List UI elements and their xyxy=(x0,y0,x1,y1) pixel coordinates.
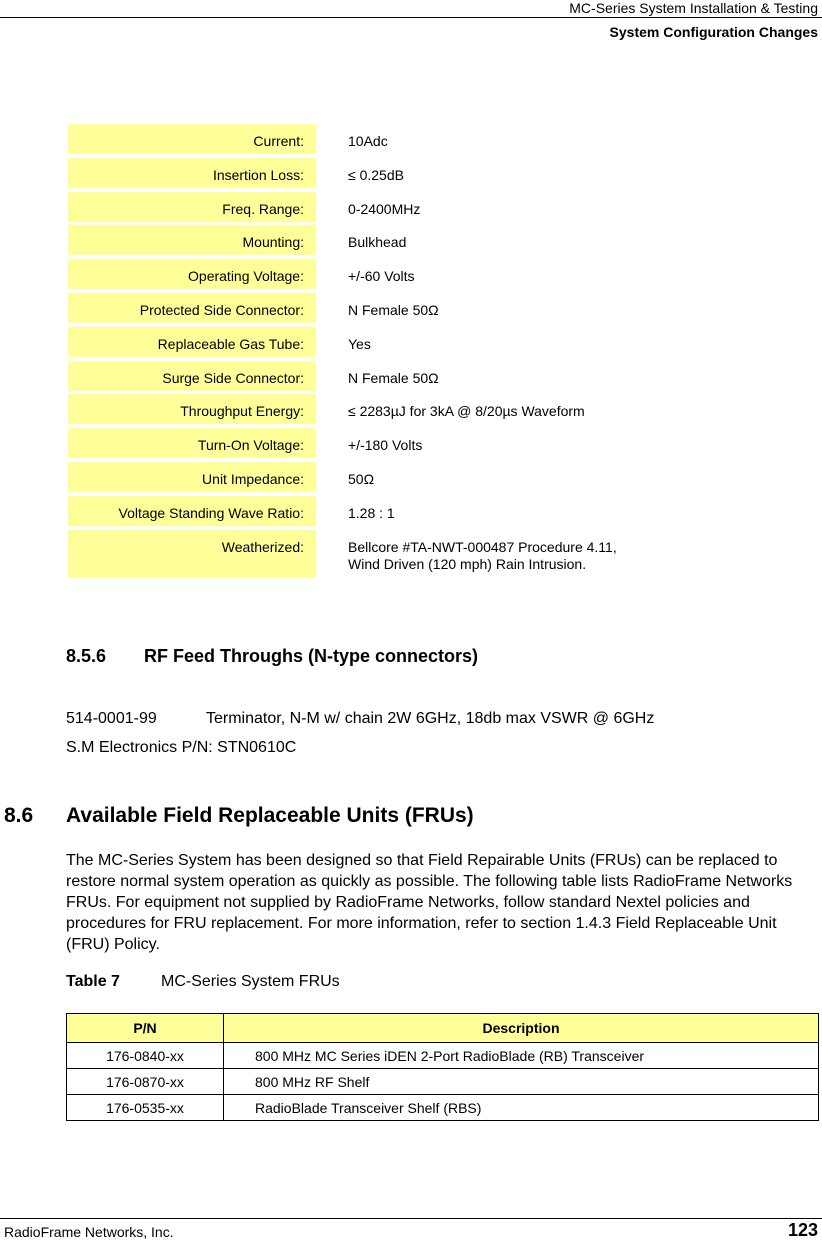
spec-label: Voltage Standing Wave Ratio: xyxy=(68,496,316,526)
fru-table xyxy=(66,1013,819,1121)
table-row xyxy=(67,1043,819,1069)
spec-value: Bellcore #TA-NWT-000487 Procedure 4.11, Wind Driven (120 mph) Rain Intrusion. xyxy=(348,538,617,572)
spec-label: Throughput Energy: xyxy=(68,394,316,424)
table-row xyxy=(67,1069,819,1095)
spec-row xyxy=(68,259,768,289)
spec-label: Surge Side Connector: xyxy=(68,361,316,391)
table-caption-text: MC-Series System FRUs xyxy=(161,973,340,990)
spec-value: 50Ω xyxy=(348,470,375,487)
spec-label: Insertion Loss: xyxy=(68,158,316,188)
spec-row xyxy=(68,192,768,222)
spec-label: Freq. Range: xyxy=(68,192,316,222)
section-title: RF Feed Throughs (N-type connectors) xyxy=(144,646,479,666)
cell-pn: 176-0870-xx xyxy=(67,1069,224,1095)
header-description: Description xyxy=(224,1014,819,1043)
spec-label: Protected Side Connector: xyxy=(68,293,316,323)
section-title: Available Field Replaceable Units (FRUs) xyxy=(66,804,474,827)
cell-description: RadioBlade Transceiver Shelf (RBS) xyxy=(224,1095,819,1121)
spec-row xyxy=(68,530,768,578)
spec-value: Yes xyxy=(348,335,371,352)
table-header-row xyxy=(67,1014,819,1043)
running-header-subtitle: System Configuration Changes xyxy=(609,24,818,40)
spec-value: 10Adc xyxy=(348,133,388,149)
spec-value: ≤ 2283µJ for 3kA @ 8/20µs Waveform xyxy=(348,403,585,420)
spec-label: Weatherized: xyxy=(68,530,316,578)
part-number: 514-0001-99 xyxy=(66,710,157,727)
table-row xyxy=(67,1095,819,1121)
spec-value: Bulkhead xyxy=(348,234,407,251)
spec-label: Current: xyxy=(68,124,316,154)
spec-row xyxy=(68,361,768,391)
table-caption xyxy=(66,973,340,991)
spec-value: 0-2400MHz xyxy=(348,200,421,217)
spec-value: ≤ 0.25dB xyxy=(348,166,404,183)
part-line xyxy=(66,710,654,728)
spec-label: Replaceable Gas Tube: xyxy=(68,327,316,357)
spec-label: Mounting: xyxy=(68,225,316,255)
spec-label: Operating Voltage: xyxy=(68,259,316,289)
cell-description: 800 MHz MC Series iDEN 2-Port RadioBlade (RB) Transceiver xyxy=(224,1043,819,1069)
spec-value: N Female 50Ω xyxy=(348,369,439,386)
spec-row xyxy=(68,225,768,255)
section-number: 8.5.6 xyxy=(66,646,107,666)
spec-row xyxy=(68,158,768,188)
page-number: 123 xyxy=(787,1220,818,1240)
body-paragraph: The MC-Series System has been designed so that Field Repairable Units (FRUs) can be replaced to restore normal system operation as quickly as possible. The following table lists RadioFrame Networks FRUs. For equipment not supplied by RadioFrame Networks, follow standard Nextel policies and procedures for FRU replacement. For more information, refer to section 1.4.3 Field Replaceable Unit (FRU) Policy. xyxy=(66,852,793,953)
spec-label: Unit Impedance: xyxy=(68,462,316,492)
spec-value: N Female 50Ω xyxy=(348,301,439,318)
footer-company: RadioFrame Networks, Inc. xyxy=(4,1224,174,1240)
spec-value: +/-180 Volts xyxy=(348,437,423,454)
cell-pn: 176-0840-xx xyxy=(67,1043,224,1069)
spec-value: +/-60 Volts xyxy=(348,268,415,285)
part-description: Terminator, N-M w/ chain 2W 6GHz, 18db max VSWR @ 6GHz xyxy=(206,710,655,727)
vendor-line: S.M Electronics P/N: STN0610C xyxy=(66,739,297,756)
running-header-title: MC-Series System Installation & Testing xyxy=(569,0,818,16)
spec-row xyxy=(68,394,768,424)
header-pn: P/N xyxy=(67,1014,224,1043)
spec-row xyxy=(68,462,768,492)
header-rule xyxy=(0,17,822,18)
spec-row xyxy=(68,124,768,154)
spec-row xyxy=(68,428,768,458)
section-heading-856 xyxy=(66,646,478,667)
spec-label: Turn-On Voltage: xyxy=(68,428,316,458)
spec-table xyxy=(68,124,768,581)
spec-value: 1.28 : 1 xyxy=(348,504,395,521)
section-number: 8.6 xyxy=(4,804,34,827)
spec-row xyxy=(68,496,768,526)
spec-row xyxy=(68,293,768,323)
section-heading-86 xyxy=(4,804,474,828)
cell-description: 800 MHz RF Shelf xyxy=(224,1069,819,1095)
table-caption-label: Table 7 xyxy=(66,973,120,990)
footer-rule xyxy=(0,1218,822,1219)
cell-pn: 176-0535-xx xyxy=(67,1095,224,1121)
spec-row xyxy=(68,327,768,357)
